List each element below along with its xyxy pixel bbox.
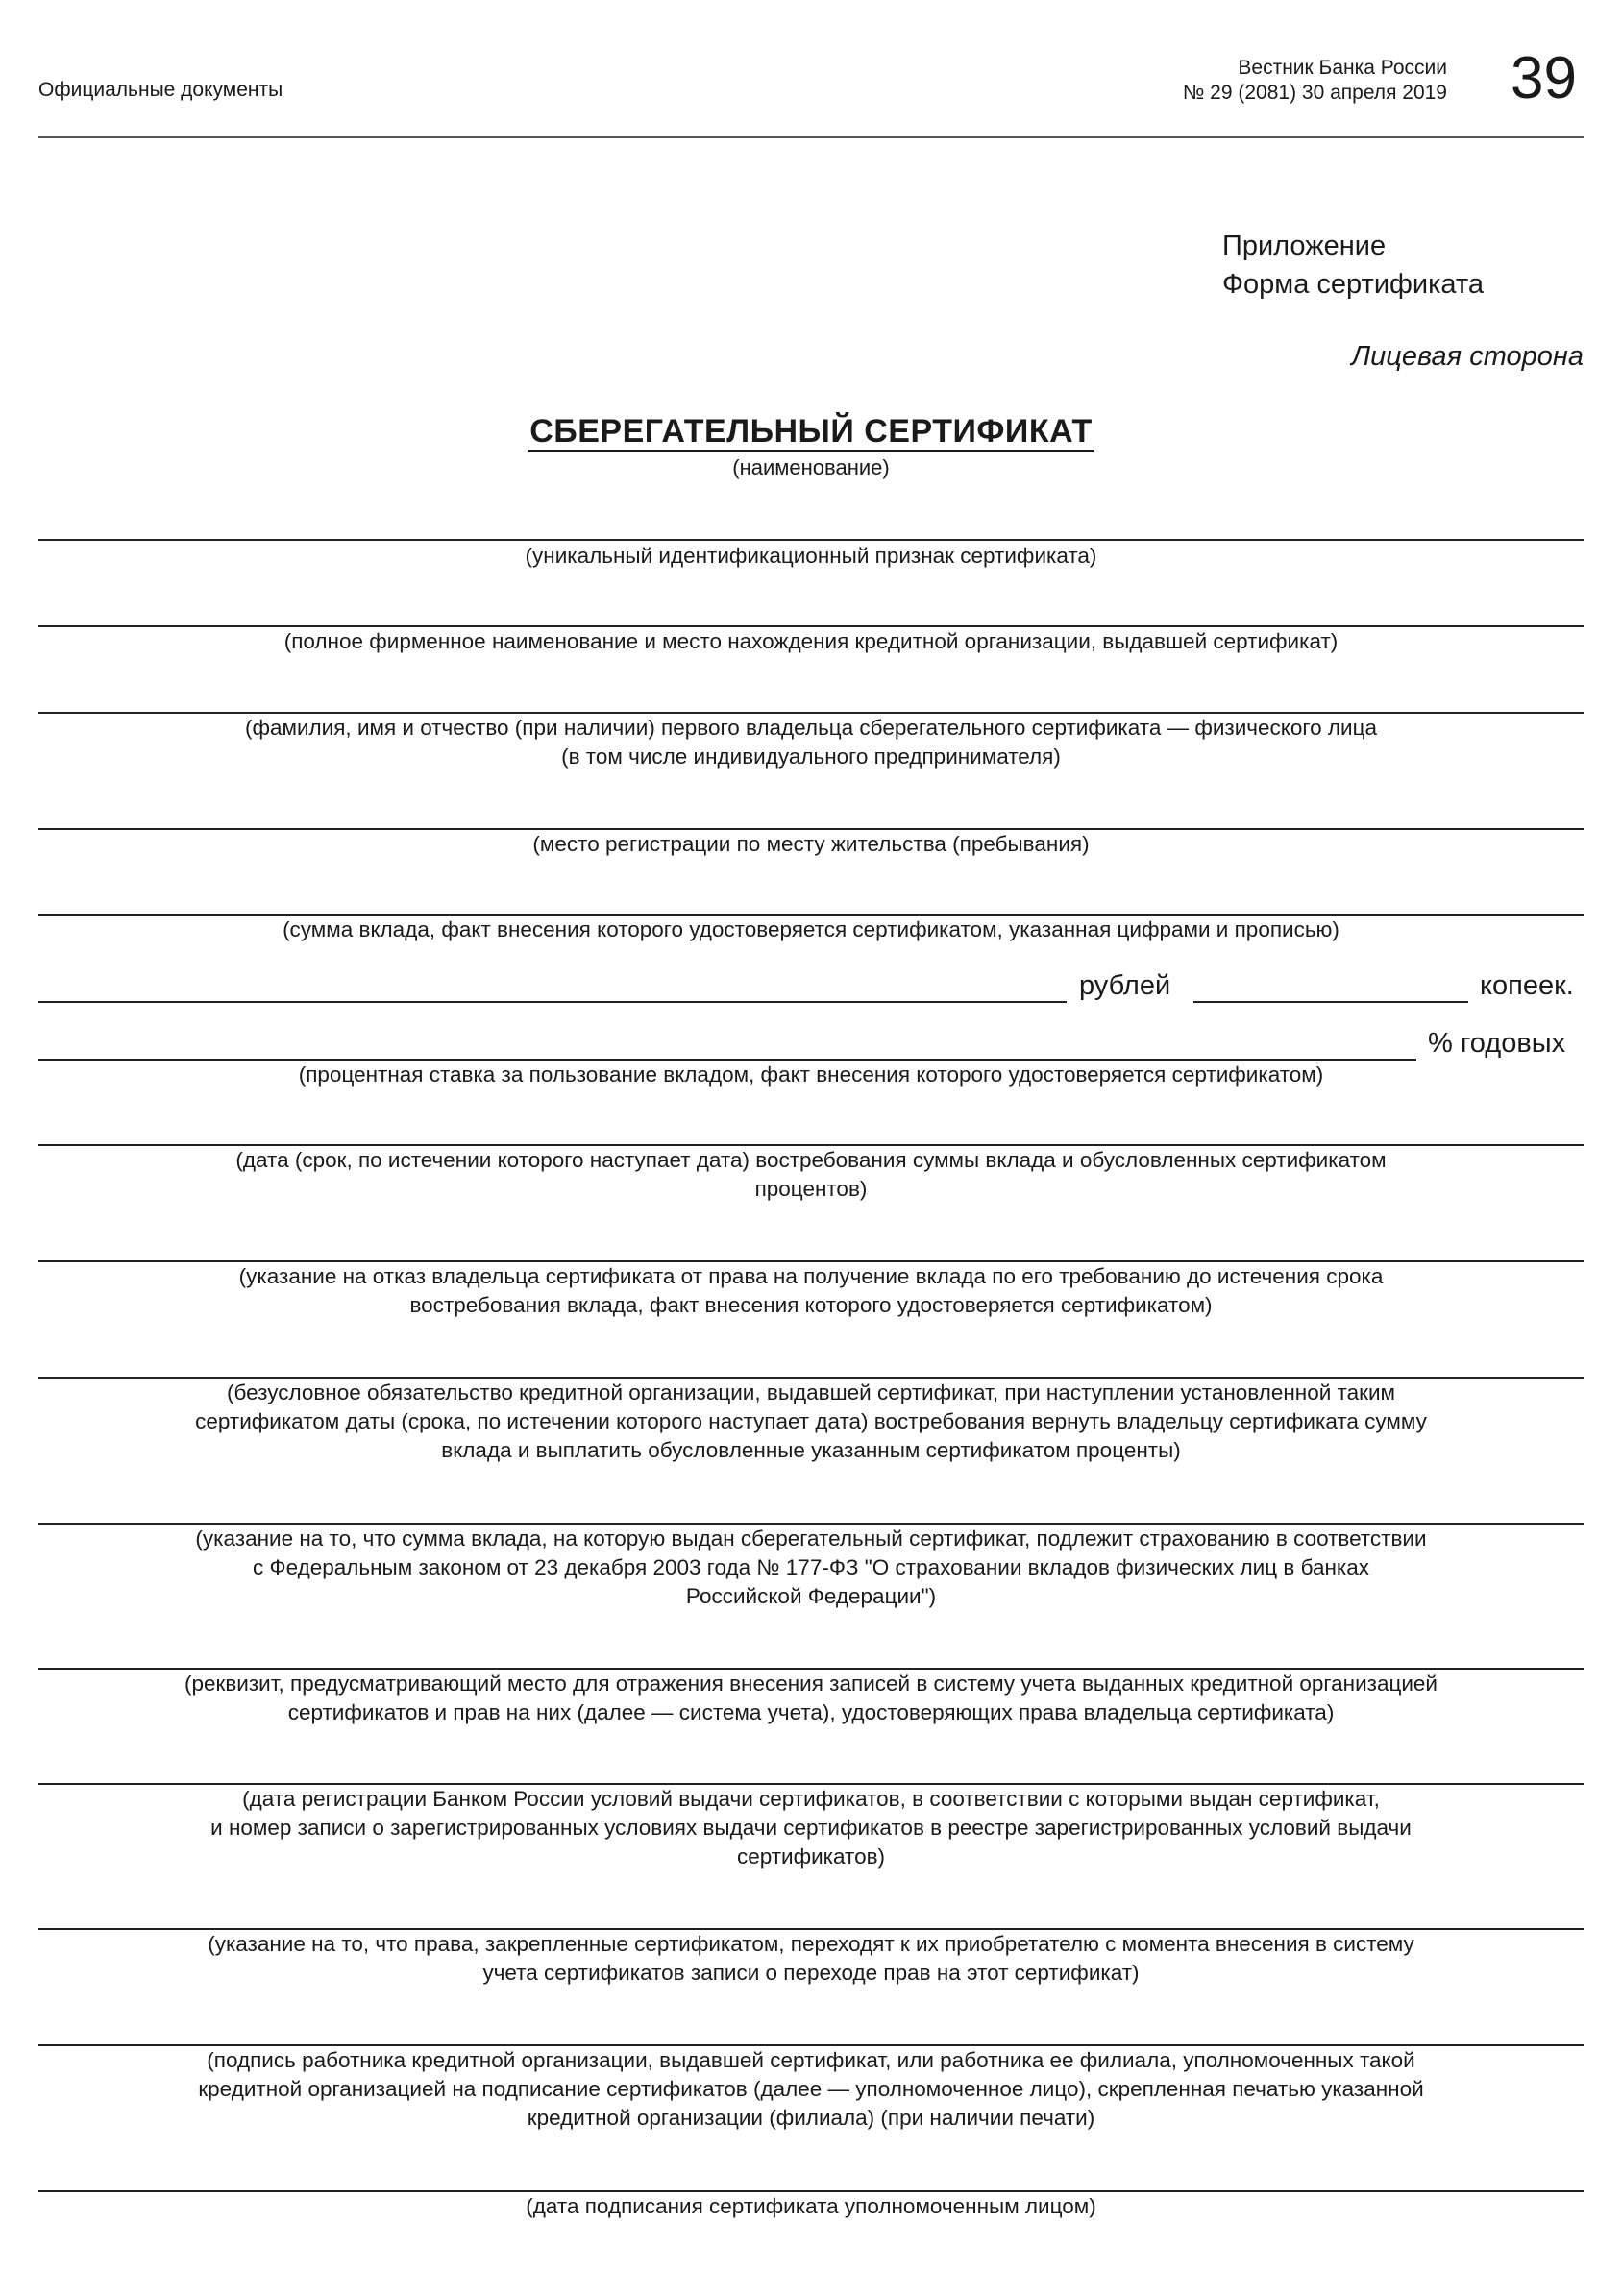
- field-caption-registration: (место регистрации по месту жительства (пребывания): [532, 832, 1090, 856]
- field-caption-signature: (подпись работника кредитной организации, выдавшей сертификат, или работника ее филиала, уполномоченных такой кредитной организацией на подписание сертификатов (далее — уполномоченное лицо), скрепленная печатью указанной кредитной организации (филиала) (при наличии печати): [198, 2048, 1424, 2130]
- field-caption-obligation: (безусловное обязательство кредитной организации, выдавшей сертификат, при наступлении установленной таким сертификатом даты (срока, по истечении которого наступает дата) востребования вернуть владельцу сертификата сумму вклада и выплатить обусловленные указанным сертификатом проценты): [195, 1380, 1427, 1462]
- annex-block: [1222, 227, 1484, 304]
- annex-line-1: Приложение: [1222, 231, 1387, 261]
- document-title-text: СБЕРЕГАТЕЛЬНЫЙ СЕРТИФИКАТ: [529, 413, 1093, 450]
- field-caption-insurance: (указание на то, что сумма вклада, на которую выдан сберегательный сертификат, подлежит страхованию в соответствии с Федеральным законом от 23 декабря 2003 года № 177-ФЗ "О страховании вкладов физических лиц в банках Российской Федерации"): [195, 1527, 1427, 1608]
- rate-row: [38, 1028, 1584, 1063]
- publication-issue: № 29 (2081) 30 апреля 2019: [1182, 82, 1447, 104]
- field-caption-bank-registration: (дата регистрации Банком России условий выдачи сертификатов, в соответствии с которыми выдан сертификат, и номер записи о зарегистрированных условиях выдачи сертификатов в реестре зарегистрированных условий выдачи сертификатов): [210, 1787, 1412, 1869]
- rubles-blank: [38, 1001, 1067, 1003]
- side-label: Лицевая сторона: [1351, 341, 1584, 372]
- annex-line-2: Форма сертификата: [1222, 269, 1484, 300]
- rate-suffix: % годовых: [1428, 1028, 1566, 1059]
- header-publication: [1183, 56, 1447, 106]
- field-caption-signing-date: (дата подписания сертификата уполномоченным лицом): [526, 2194, 1096, 2218]
- amount-row: [38, 970, 1584, 1005]
- kopecks-label: копеек.: [1480, 970, 1574, 1001]
- kopecks-blank: [1193, 1001, 1468, 1003]
- field-caption-owner: (фамилия, имя и отчество (при наличии) первого владельца сберегательного сертификата — физического лица (в том числе индивидуального предпринимателя): [245, 716, 1377, 769]
- page-number: 39: [1511, 45, 1577, 111]
- header-section: Официальные документы: [38, 79, 283, 101]
- field-caption-waiver: (указание на отказ владельца сертификата от права на получение вклада по его требованию до истечения срока востребования вклада, факт внесения которого удостоверяется сертификатом): [238, 1264, 1384, 1317]
- publication-title: Вестник Банка России: [1238, 57, 1447, 79]
- field-caption-deposit-sum: (сумма вклада, факт внесения которого удостоверяется сертификатом, указанная цифрами и прописью): [283, 917, 1339, 941]
- rubles-label: рублей: [1079, 970, 1171, 1001]
- field-caption-issuer: (полное фирменное наименование и место нахождения кредитной организации, выдавшей сертификат): [283, 629, 1339, 653]
- field-caption-demand-date: (дата (срок, по истечении которого наступает дата) востребования суммы вклада и обусловленных сертификатом процентов): [235, 1148, 1387, 1201]
- field-caption-rights-transfer: (указание на то, что права, закрепленные сертификатом, переходят к их приобретателю с момента внесения в систему учета сертификатов записи о переходе прав на этот сертификат): [208, 1932, 1414, 1985]
- header-divider: [38, 136, 1584, 138]
- field-caption-accounting: (реквизит, предусматривающий место для отражения внесения записей в систему учета выданных кредитной организацией сертификатов и прав на них (далее — система учета), удостоверяющих права владельца сертификата): [184, 1672, 1438, 1724]
- field-line-unique-id: [38, 539, 1584, 541]
- title-caption: (наименование): [732, 455, 890, 479]
- field-caption-interest-rate: (процентная ставка за пользование вкладом, факт внесения которого удостоверяется сертификатом): [298, 1063, 1324, 1087]
- field-caption-unique-id: (уникальный идентификационный признак сертификата): [525, 544, 1097, 568]
- document-title: [0, 413, 1622, 451]
